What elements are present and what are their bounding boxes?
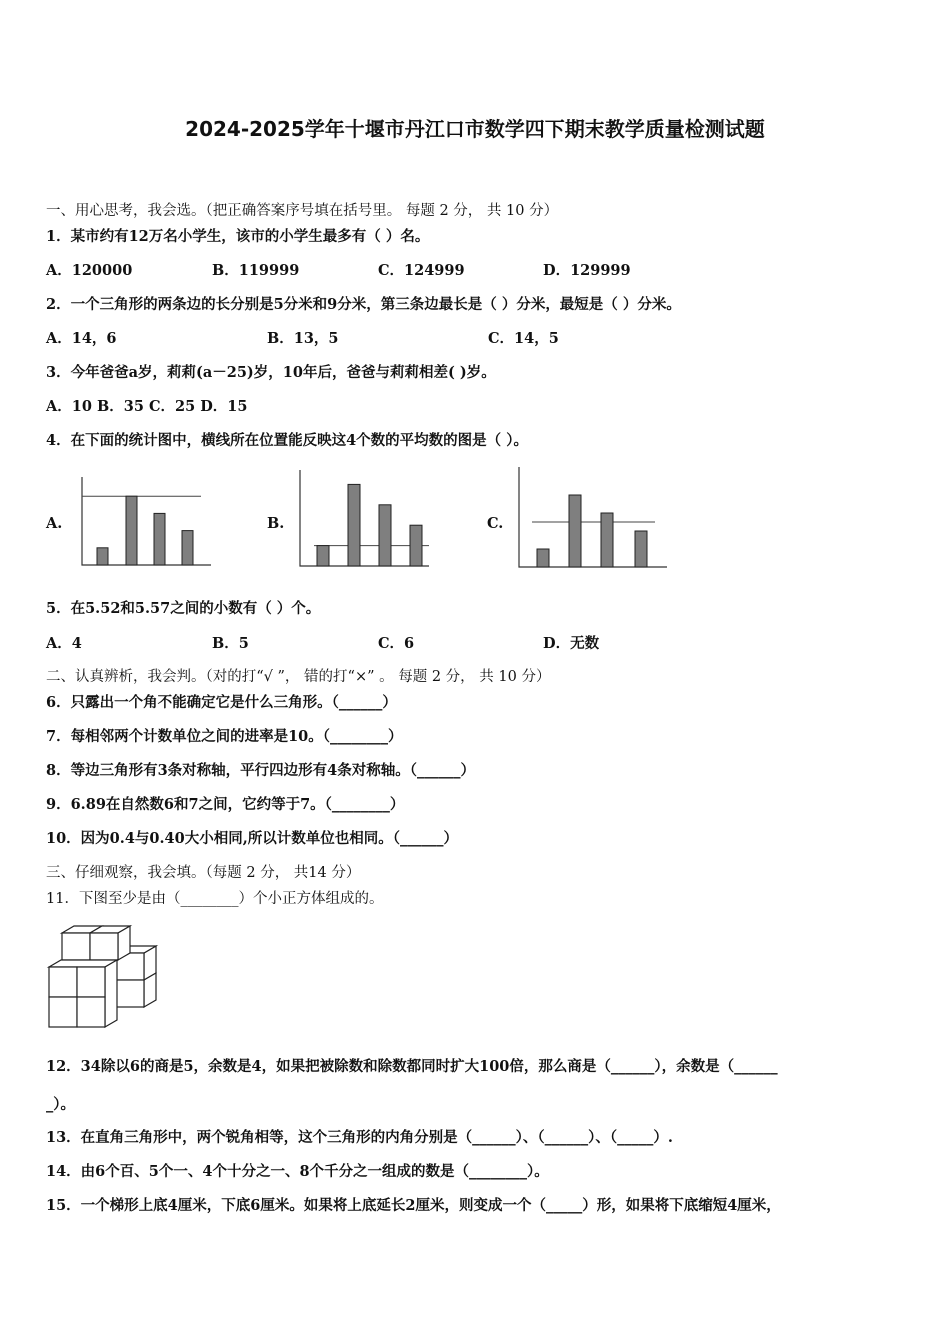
section-1-heading: 一、用心思考，我会选。（把正确答案序号填在括号里。 每题 2 分， 共 10 分） bbox=[46, 203, 559, 219]
q2-option-c[interactable]: C．14，5 bbox=[488, 330, 559, 347]
chart-c bbox=[517, 465, 669, 571]
question-12: 12．34除以6的商是5，余数是4，如果把被除数和除数都同时扩大100倍，那么商是（______），余数是（______ bbox=[46, 1058, 778, 1075]
chart-b-bar-4 bbox=[410, 525, 422, 566]
question-8: 8．等边三角形有3条对称轴，平行四边形有4条对称轴。（______） bbox=[46, 762, 476, 779]
cube-stack-figure bbox=[44, 920, 164, 1030]
question-5: 5．在5.52和5.57之间的小数有（ ）个。 bbox=[46, 600, 321, 617]
chart-b bbox=[298, 468, 433, 570]
chart-b-bar-1 bbox=[317, 546, 329, 566]
q4-option-b[interactable]: B. bbox=[267, 515, 285, 532]
question-15: 15．一个梯形上底4厘米，下底6厘米。如果将上底延长2厘米，则变成一个（_____）形，如果将下底缩短4厘米， bbox=[46, 1197, 781, 1214]
question-12-continued: _）。 bbox=[46, 1096, 75, 1113]
chart-a-bar-4 bbox=[182, 531, 193, 565]
question-14: 14．由6个百、5个一、4个十分之一、8个千分之一组成的数是（________）。 bbox=[46, 1163, 549, 1180]
section-2-heading: 二、认真辨析，我会判。（对的打“√ ”， 错的打“×” 。 每题 2 分， 共 10 分） bbox=[46, 669, 551, 685]
question-9: 9．6.89在自然数6和7之间，它约等于7。（________） bbox=[46, 796, 405, 813]
question-6: 6．只露出一个角不能确定它是什么三角形。（______） bbox=[46, 694, 397, 711]
question-11: 11．下图至少是由（________）个小正方体组成的。 bbox=[46, 891, 384, 907]
chart-c-bar-2 bbox=[569, 495, 581, 567]
chart-b-bar-2 bbox=[348, 484, 360, 566]
chart-c-bar-3 bbox=[601, 513, 613, 567]
question-10: 10．因为0.4与0.40大小相同,所以计数单位也相同。（______） bbox=[46, 830, 459, 847]
section-3-heading: 三、仔细观察，我会填。（每题 2 分， 共14 分） bbox=[46, 865, 361, 881]
question-4: 4．在下面的统计图中，横线所在位置能反映这4个数的平均数的图是（ ）。 bbox=[46, 432, 528, 449]
q5-option-c[interactable]: C．6 bbox=[378, 635, 415, 652]
chart-c-bar-4 bbox=[635, 531, 647, 567]
q4-option-a[interactable]: A. bbox=[46, 515, 63, 532]
q1-option-d[interactable]: D．129999 bbox=[543, 262, 631, 279]
q1-option-c[interactable]: C．124999 bbox=[378, 262, 465, 279]
q5-option-a[interactable]: A．4 bbox=[46, 635, 82, 652]
question-1: 1．某市约有12万名小学生，该市的小学生最多有（ ）名。 bbox=[46, 228, 430, 245]
chart-a-bar-1 bbox=[97, 548, 108, 565]
chart-b-bar-3 bbox=[379, 505, 391, 566]
q2-option-b[interactable]: B．13，5 bbox=[267, 330, 339, 347]
chart-a-bar-3 bbox=[154, 513, 165, 565]
question-3: 3．今年爸爸a岁，莉莉(a－25)岁，10年后，爸爸与莉莉相差( )岁。 bbox=[46, 364, 496, 381]
chart-c-bar-1 bbox=[537, 549, 549, 567]
q4-option-c[interactable]: C. bbox=[487, 515, 504, 532]
q5-option-d[interactable]: D．无数 bbox=[543, 635, 600, 652]
question-13: 13．在直角三角形中，两个锐角相等，这个三角形的内角分别是（______）、（______）、（_____）. bbox=[46, 1129, 673, 1146]
question-2: 2．一个三角形的两条边的长分别是5分米和9分米，第三条边最长是（ ）分米，最短是（ ）分米。 bbox=[46, 296, 681, 313]
question-7: 7．每相邻两个计数单位之间的进率是10。（________） bbox=[46, 728, 403, 745]
q1-option-a[interactable]: A．120000 bbox=[46, 262, 133, 279]
q2-option-a[interactable]: A．14，6 bbox=[46, 330, 117, 347]
q3-options[interactable]: A．10 B．35 C．25 D．15 bbox=[46, 398, 248, 415]
chart-a bbox=[80, 475, 215, 570]
q1-option-b[interactable]: B．119999 bbox=[212, 262, 300, 279]
q5-option-b[interactable]: B．5 bbox=[212, 635, 249, 652]
chart-a-bar-2 bbox=[126, 496, 137, 565]
page-title: 2024-2025学年十堰市丹江口市数学四下期末教学质量检测试题 bbox=[185, 117, 765, 141]
